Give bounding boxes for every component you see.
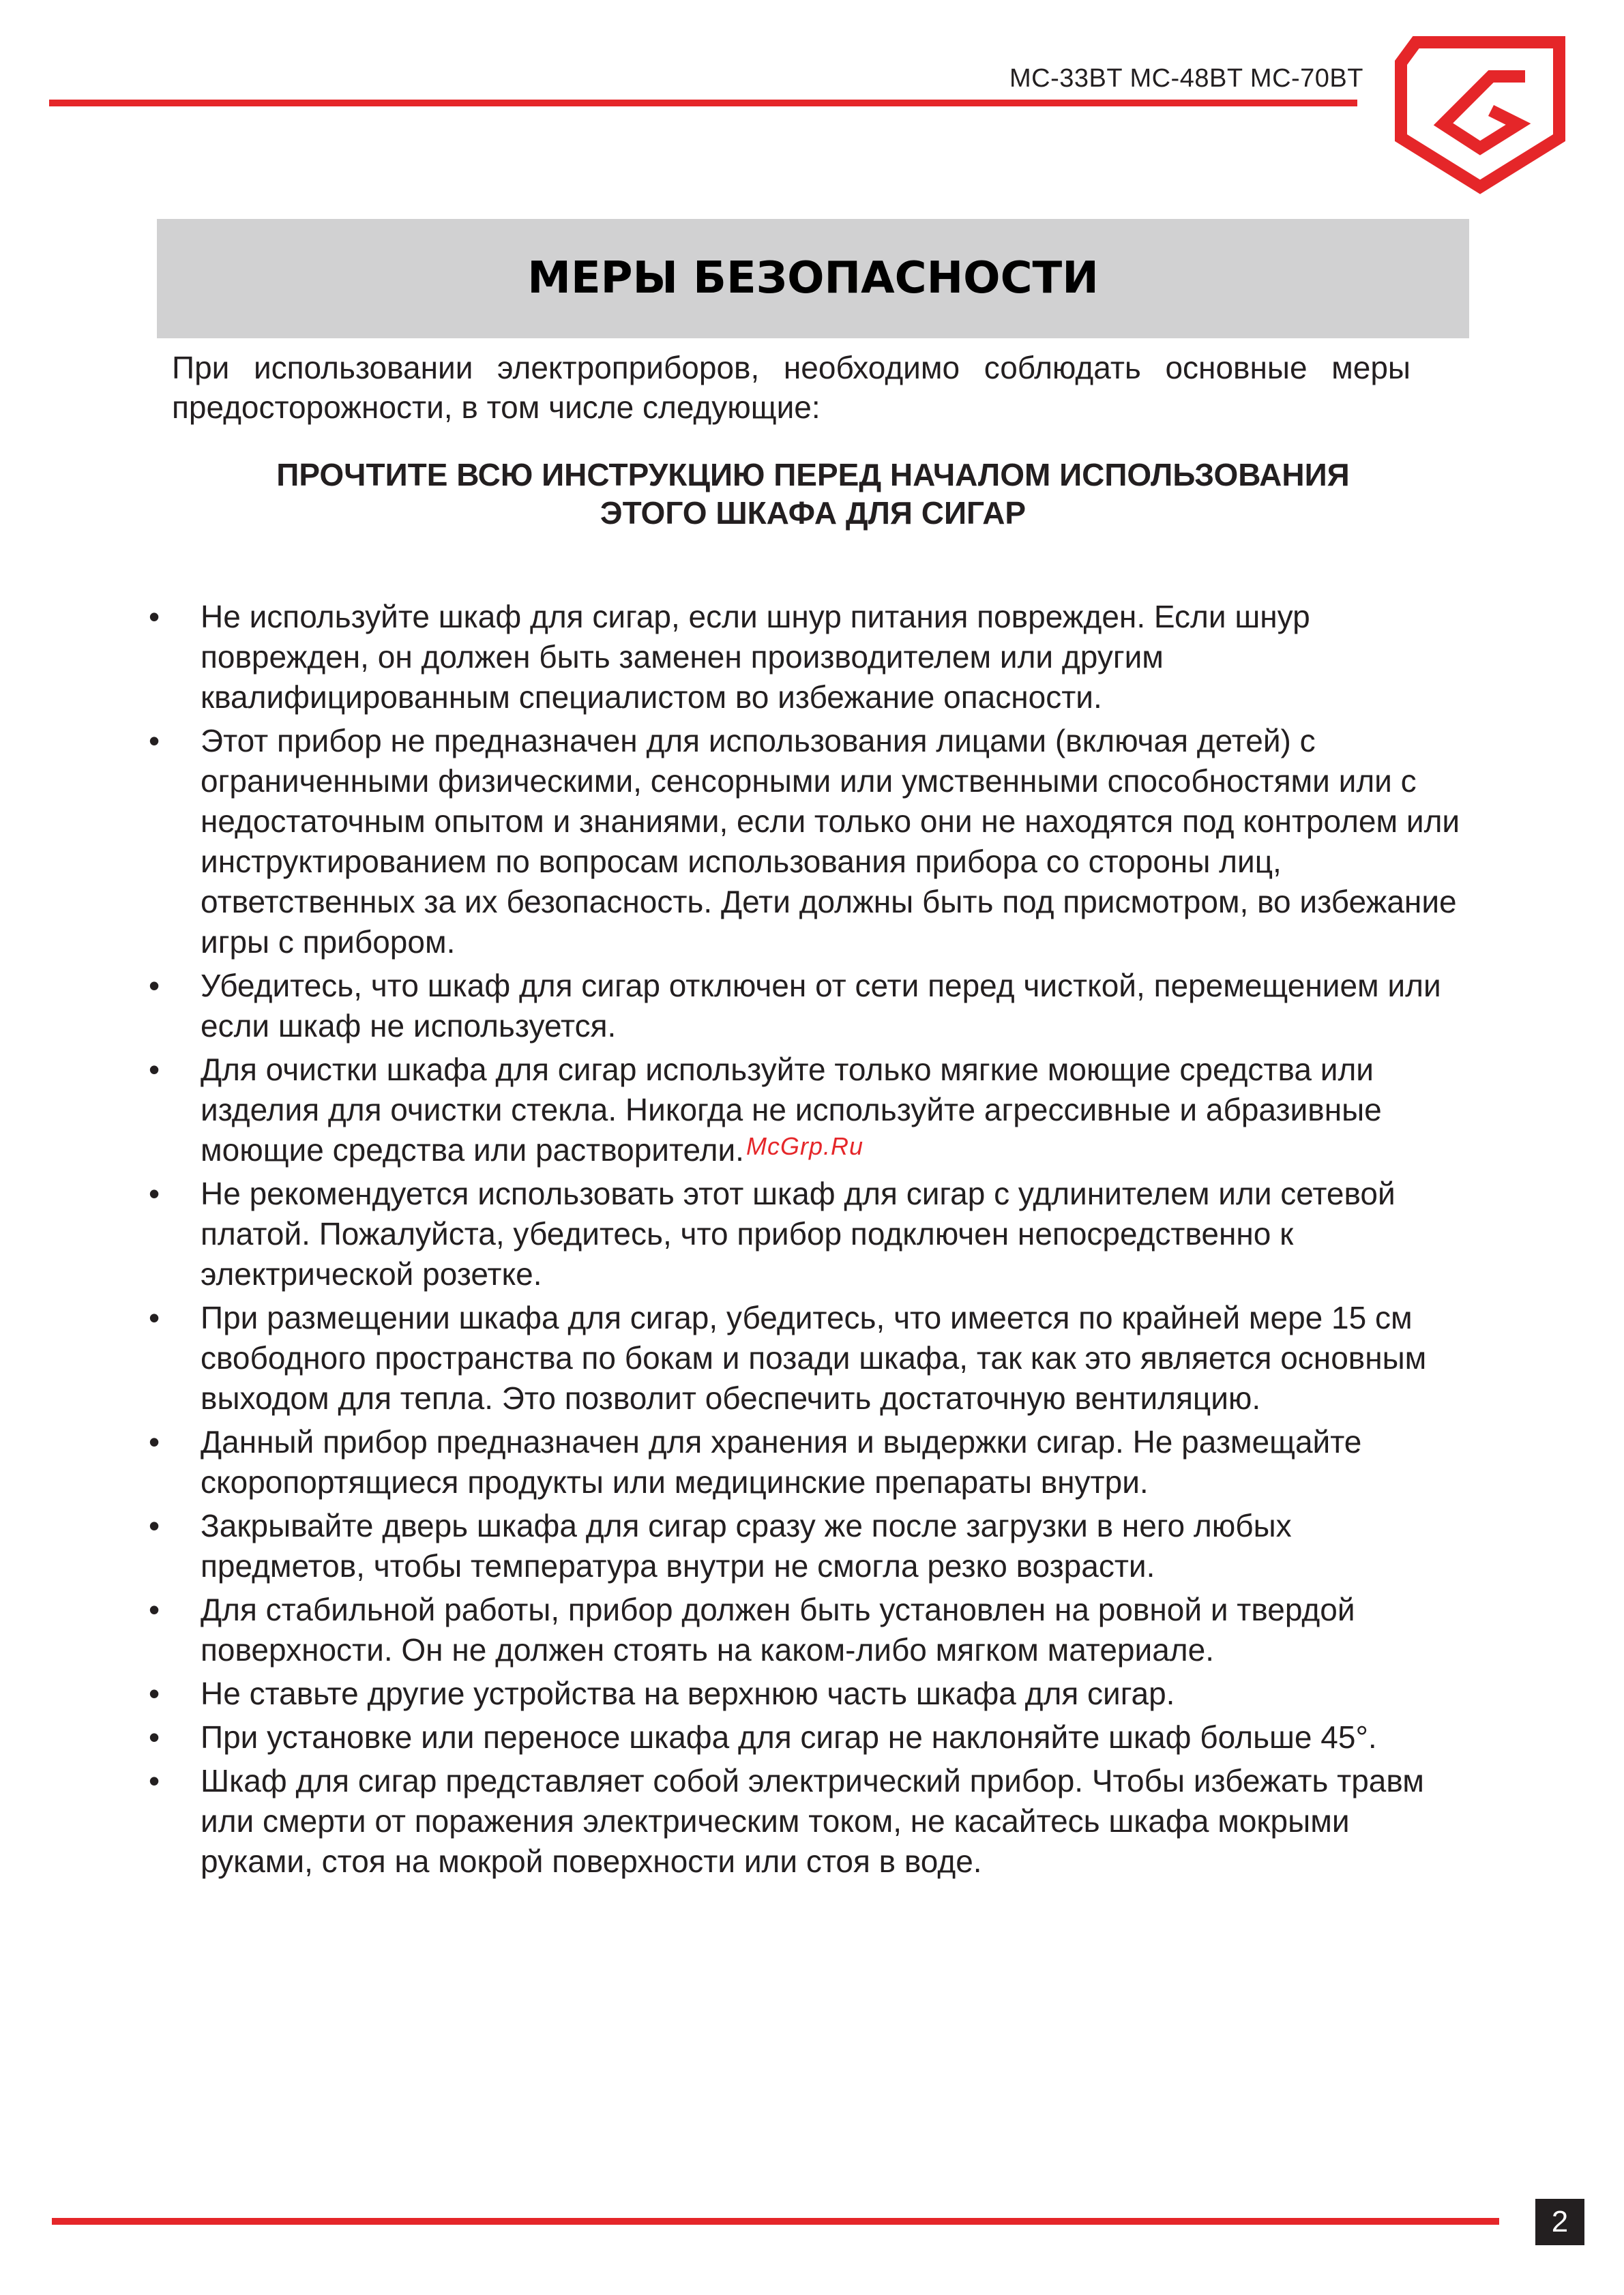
- list-item: [0, 1174, 1624, 1294]
- rule-text: Не используйте шкаф для сигар, если шнур питания поврежден. Если шнур поврежден, он должен быть заменен производителем или другим квалифицированным специалистом во избежание опасности.: [201, 599, 1310, 715]
- rule-text: При установке или переносе шкафа для сигар не наклоняйте шкаф больше 45°.: [201, 1719, 1377, 1755]
- list-item: [0, 1506, 1624, 1586]
- heading-line-1: ПРОЧТИТЕ ВСЮ ИНСТРУКЦИЮ ПЕРЕД НАЧАЛОМ ИСПОЛЬЗОВАНИЯ: [276, 457, 1350, 492]
- list-item: [0, 721, 1624, 962]
- rule-text: При размещении шкафа для сигар, убедитесь, что имеется по крайней мере 15 см свободного пространства по бокам и позади шкафа, так как это является основным выходом для тепла. Это позволит обеспечить достаточную вентиляцию.: [201, 1300, 1427, 1416]
- brand-logo-icon: [1389, 35, 1571, 199]
- list-item: [0, 1674, 1624, 1714]
- bullet-icon: •: [149, 1300, 160, 1335]
- bullet-icon: •: [149, 723, 160, 758]
- rule-text: Шкаф для сигар представляет собой электрический прибор. Чтобы избежать травм или смерти от поражения электрическим током, не касайтесь шкафа мокрыми руками, стоя на мокрой поверхности или стоя в воде.: [201, 1763, 1424, 1879]
- rule-text: Для очистки шкафа для сигар используйте только мягкие моющие средства или изделия для очистки стекла. Никогда не используйте агрессивные и абразивные моющие средства или растворители.: [201, 1052, 1382, 1168]
- list-item: [0, 1590, 1624, 1670]
- rule-text: Закрывайте дверь шкафа для сигар сразу же после загрузки в него любых предметов, чтобы температура внутри не смогла резко возрасти.: [201, 1508, 1292, 1584]
- bullet-icon: •: [149, 1176, 160, 1211]
- bullet-icon: •: [149, 1676, 160, 1711]
- read-instructions-heading: [157, 456, 1469, 532]
- bullet-icon: •: [149, 1508, 160, 1543]
- page-number: 2: [1535, 2199, 1584, 2245]
- list-item: [0, 1761, 1624, 1882]
- safety-rules-list: [0, 597, 1624, 1885]
- model-numbers: MC-33BT MC-48BT MC-70BT: [1009, 64, 1363, 93]
- rule-text: Убедитесь, что шкаф для сигар отключен от сети перед чисткой, перемещением или если шкаф не используется.: [201, 968, 1441, 1043]
- list-item: [0, 1422, 1624, 1502]
- rule-text: Не рекомендуется использовать этот шкаф для сигар с удлинителем или сетевой платой. Пожалуйста, убедитесь, что прибор подключен непосредственно к электрической розетке.: [201, 1176, 1396, 1292]
- bullet-icon: •: [149, 1052, 160, 1087]
- list-item: [0, 1717, 1624, 1758]
- list-item: [0, 597, 1624, 717]
- list-item: [0, 966, 1624, 1046]
- intro-paragraph: При использовании электроприборов, необходимо соблюдать основные меры предосторожности, в том числе следующие:: [172, 350, 1411, 425]
- bullet-icon: •: [149, 1592, 160, 1627]
- footer-rule: [52, 2218, 1499, 2225]
- heading-line-2: ЭТОГО ШКАФА ДЛЯ СИГАР: [600, 495, 1027, 531]
- bullet-icon: •: [149, 1424, 160, 1460]
- rule-text: Данный прибор предназначен для хранения и выдержки сигар. Не размещайте скоропортящиеся продукты или медицинские препараты внутри.: [201, 1424, 1362, 1500]
- bullet-icon: •: [149, 599, 160, 634]
- page-title: МЕРЫ БЕЗОПАСНОСТИ: [527, 253, 1099, 303]
- header-rule: [49, 100, 1357, 106]
- list-item: [0, 1298, 1624, 1419]
- bullet-icon: •: [149, 1763, 160, 1798]
- watermark: McGrp.Ru: [746, 1132, 864, 1160]
- bullet-icon: •: [149, 968, 160, 1003]
- title-banner: [157, 219, 1469, 338]
- rule-text: Этот прибор не предназначен для использования лицами (включая детей) с ограниченными физическими, сенсорными или умственными способностями или с недостаточным опытом и знаниями, если только они не находятся под контролем или инструктированием по вопросам использования прибора со стороны лиц, ответственных за их безопасность. Дети должны быть под присмотром, во избежание игры с прибором.: [201, 723, 1460, 960]
- bullet-icon: •: [149, 1719, 160, 1755]
- rule-text: Для стабильной работы, прибор должен быть установлен на ровной и твердой поверхности. Он не должен стоять на каком-либо мягком материале.: [201, 1592, 1355, 1668]
- rule-text: Не ставьте другие устройства на верхнюю часть шкафа для сигар.: [201, 1676, 1175, 1711]
